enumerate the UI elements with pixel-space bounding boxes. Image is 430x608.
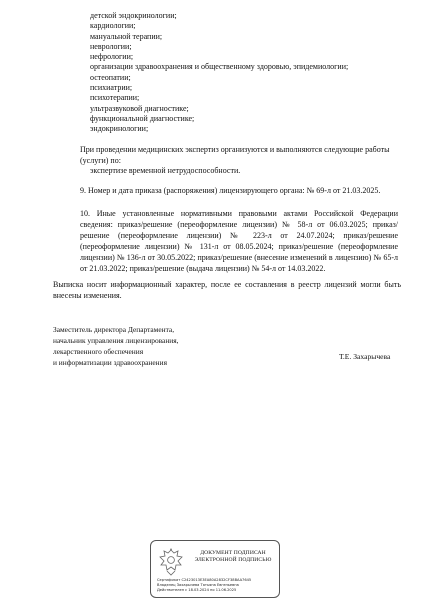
stamp-certificate-info <box>157 578 277 593</box>
signer-line: и информатизации здравоохранения <box>53 358 167 367</box>
list-item: остеопатии; <box>90 72 131 82</box>
item-10-text: 10. Иные установленные нормативными правовыми актами Российской Федерации сведения: приказ/решение (переоформление лицензии) № 58-л от 06.03.2025; приказ/решение (переоформление лицензии) № 223-л от 24.07.2024; приказ/решение (переоформление лицензии) № 131-л от 08.05.2024; приказ/решение (переоформление лицензии) № 136-л от 30.05.2022; приказ/решение (внесение изменений в лицензию) № 65-л от 21.03.2022; приказ/решение (выдача лицензии) № 54-л от 14.03.2022. <box>80 209 398 273</box>
list-item: ультразвуковой диагностике; <box>90 103 189 113</box>
list-item: мануальной терапии; <box>90 31 163 41</box>
specialties-list <box>90 11 410 135</box>
item-10-other-info <box>80 208 398 274</box>
list-item: нефрологии; <box>90 52 134 62</box>
signer-line: начальник управления лицензирования, <box>53 336 179 345</box>
stamp-owner: Владелец Захарычева Татьяна Евгеньевна <box>157 583 239 587</box>
list-item: психотерапии; <box>90 93 140 103</box>
list-item: кардиологии; <box>90 21 136 31</box>
stamp-title <box>189 550 277 564</box>
item-9-order: 9. Номер и дата приказа (распоряжения) лицензирующего органа: № 69-л от 21.03.2025. <box>80 186 381 195</box>
disclaimer-notice: Выписка носит информационный характер, после ее составления в реестр лицензий могли быть внесены изменения. <box>53 280 401 300</box>
list-item: неврологии; <box>90 41 132 51</box>
expertise-item: экспертизе временной нетрудоспособности. <box>90 166 241 175</box>
electronic-signature-stamp <box>150 540 280 598</box>
list-item: функциональной диагностике; <box>90 113 195 123</box>
list-item: психиатрии; <box>90 83 133 93</box>
coat-of-arms-icon <box>157 547 185 577</box>
stamp-certificate: Сертификат C2423013E3EA80A2832CF38BAA7645 <box>157 578 252 582</box>
expertise-intro: При проведении медицинских экспертиз организуются и выполняются следующие работы (услуги) по: <box>80 145 390 165</box>
list-item: эндокринологии; <box>90 124 149 134</box>
signer-line: лекарственного обеспечения <box>53 347 144 356</box>
stamp-title-line: ЭЛЕКТРОННОЙ ПОДПИСЬЮ <box>194 557 272 563</box>
stamp-title-line: ДОКУМЕНТ ПОДПИСАН <box>200 550 266 556</box>
signer-name: Т.Е. Захарычева <box>339 352 391 361</box>
list-item: детской эндокринологии; <box>90 11 177 20</box>
signer-position <box>53 324 283 368</box>
stamp-validity: Действителен с 18.03.2024 по 11.06.2025 <box>157 588 237 592</box>
list-item: организации здравоохранения и общественному здоровью, эпидемиологии; <box>90 62 349 72</box>
signer-line: Заместитель директора Департамента, <box>53 325 175 334</box>
